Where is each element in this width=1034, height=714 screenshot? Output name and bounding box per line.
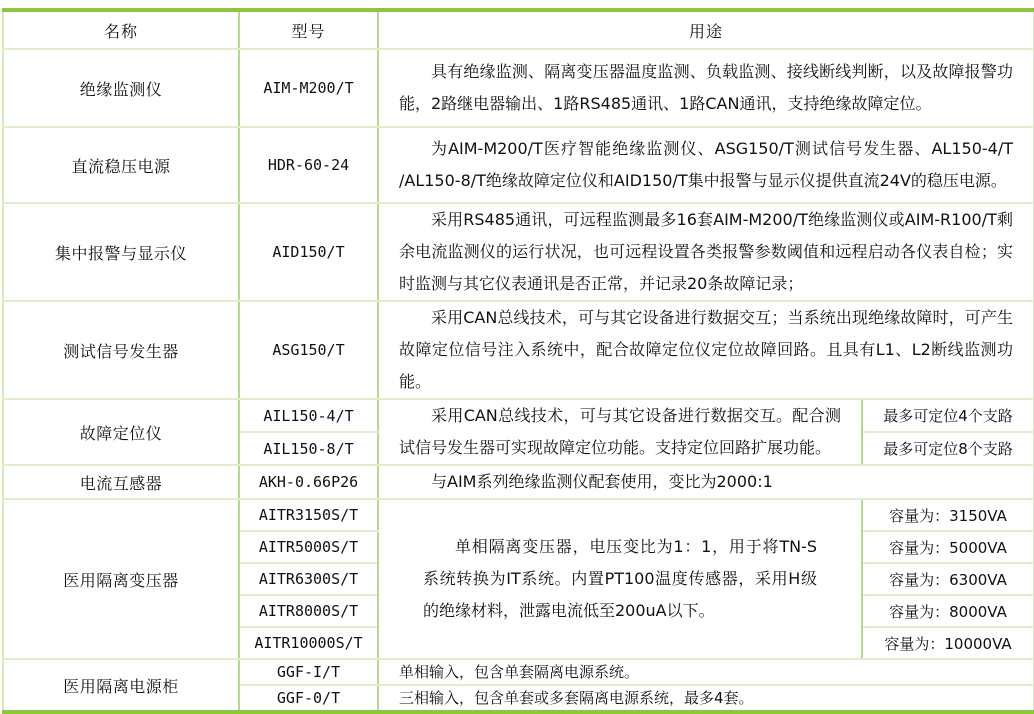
table-row-signal-generator bbox=[3, 301, 1034, 399]
model-cell: AIL150-4/T bbox=[239, 399, 378, 432]
model-cell: ASG150/T bbox=[239, 301, 378, 399]
usage-cell bbox=[378, 49, 1034, 127]
usage-text: 采用CAN总线技术，可与其它设备进行数据交互。配合测试信号发生器可实现故障定位功能。支持定位回路扩展功能。 bbox=[399, 406, 841, 457]
usage-text: 单相隔离变压器，电压变比为1：1，用于将TN-S系统转换为IT系统。内置PT100温度传感器，采用H级的绝缘材料，泄露电流低至200uA以下。 bbox=[423, 537, 817, 620]
table-row-transformer-3150 bbox=[3, 499, 1034, 531]
table-row-alarm-display bbox=[3, 203, 1034, 301]
product-spec-table bbox=[2, 8, 1034, 714]
name-cell: 直流稳压电源 bbox=[3, 127, 239, 203]
table-row-current-transformer bbox=[3, 465, 1034, 499]
model-cell: GGF-0/T bbox=[239, 685, 378, 712]
model-cell: AITR10000S/T bbox=[239, 627, 378, 659]
name-cell: 集中报警与显示仪 bbox=[3, 203, 239, 301]
usage-cell bbox=[378, 399, 862, 465]
usage-text: 与AIM系列绝缘监测仪配套使用，变比为2000:1 bbox=[431, 472, 773, 491]
name-cell: 测试信号发生器 bbox=[3, 301, 239, 399]
model-cell: AITR3150S/T bbox=[239, 499, 378, 531]
note-cell: 容量为：6300VA bbox=[862, 563, 1034, 595]
model-cell: HDR-60-24 bbox=[239, 127, 378, 203]
usage-text: 具有绝缘监测、隔离变压器温度监测、负载监测、接线断线判断，以及故障报警功能，2路继电器输出、1路RS485通讯、1路CAN通讯，支持绝缘故障定位。 bbox=[399, 62, 1014, 113]
note-cell: 容量为：5000VA bbox=[862, 531, 1034, 563]
name-cell: 电流互感器 bbox=[3, 465, 239, 499]
usage-cell bbox=[378, 127, 1034, 203]
note-cell: 最多可定位4个支路 bbox=[862, 399, 1034, 432]
usage-text: 单相输入，包含单套隔离电源系统。 bbox=[399, 663, 640, 681]
table-row-fault-locator-4 bbox=[3, 399, 1034, 432]
usage-cell bbox=[378, 465, 1034, 499]
name-cell: 医用隔离电源柜 bbox=[3, 659, 239, 712]
table-row-dc-power bbox=[3, 127, 1034, 203]
model-cell: AITR6300S/T bbox=[239, 563, 378, 595]
table-row-power-cabinet-single bbox=[3, 659, 1034, 685]
model-cell: AIM-M200/T bbox=[239, 49, 378, 127]
note-cell: 容量为：3150VA bbox=[862, 499, 1034, 531]
usage-cell bbox=[378, 499, 862, 659]
note-cell: 容量为：8000VA bbox=[862, 595, 1034, 627]
model-cell: AITR8000S/T bbox=[239, 595, 378, 627]
usage-text: 三相输入，包含单套或多套隔离电源系统，最多4套。 bbox=[399, 689, 754, 707]
usage-cell bbox=[378, 685, 1034, 712]
usage-text: 采用CAN总线技术，可与其它设备进行数据交互；当系统出现绝缘故障时，可产生故障定位信号注入系统中，配合故障定位仪定位故障回路。且具有L1、L2断线监测功能。 bbox=[399, 308, 1014, 391]
usage-cell bbox=[378, 659, 1034, 685]
model-cell: GGF-I/T bbox=[239, 659, 378, 685]
header-name: 名称 bbox=[3, 10, 239, 49]
table-row-insulation-monitor bbox=[3, 49, 1034, 127]
name-cell: 故障定位仪 bbox=[3, 399, 239, 465]
usage-cell bbox=[378, 203, 1034, 301]
note-cell: 容量为：10000VA bbox=[862, 627, 1034, 659]
header-usage: 用途 bbox=[378, 10, 1034, 49]
header-model: 型号 bbox=[239, 10, 378, 49]
usage-text: 采用RS485通讯，可远程监测最多16套AIM-M200/T绝缘监测仪或AIM-R100/T剩余电流监测仪的运行状况，也可远程设置各类报警参数阈值和远程启动各仪表自检；实时监测与其它仪表通讯是否正常，并记录20条故障记录； bbox=[399, 210, 1014, 293]
model-cell: AITR5000S/T bbox=[239, 531, 378, 563]
name-cell: 医用隔离变压器 bbox=[3, 499, 239, 659]
model-cell: AIL150-8/T bbox=[239, 432, 378, 465]
name-cell: 绝缘监测仪 bbox=[3, 49, 239, 127]
usage-text: 为AIM-M200/T医疗智能绝缘监测仪、ASG150/T测试信号发生器、AL150-4/T /AL150-8/T绝缘故障定位仪和AID150/T集中报警与显示仪提供直流24V的稳压电源。 bbox=[399, 139, 1014, 190]
note-cell: 最多可定位8个支路 bbox=[862, 432, 1034, 465]
usage-cell bbox=[378, 301, 1034, 399]
table-header-row bbox=[3, 10, 1034, 49]
model-cell: AKH-0.66P26 bbox=[239, 465, 378, 499]
model-cell: AID150/T bbox=[239, 203, 378, 301]
